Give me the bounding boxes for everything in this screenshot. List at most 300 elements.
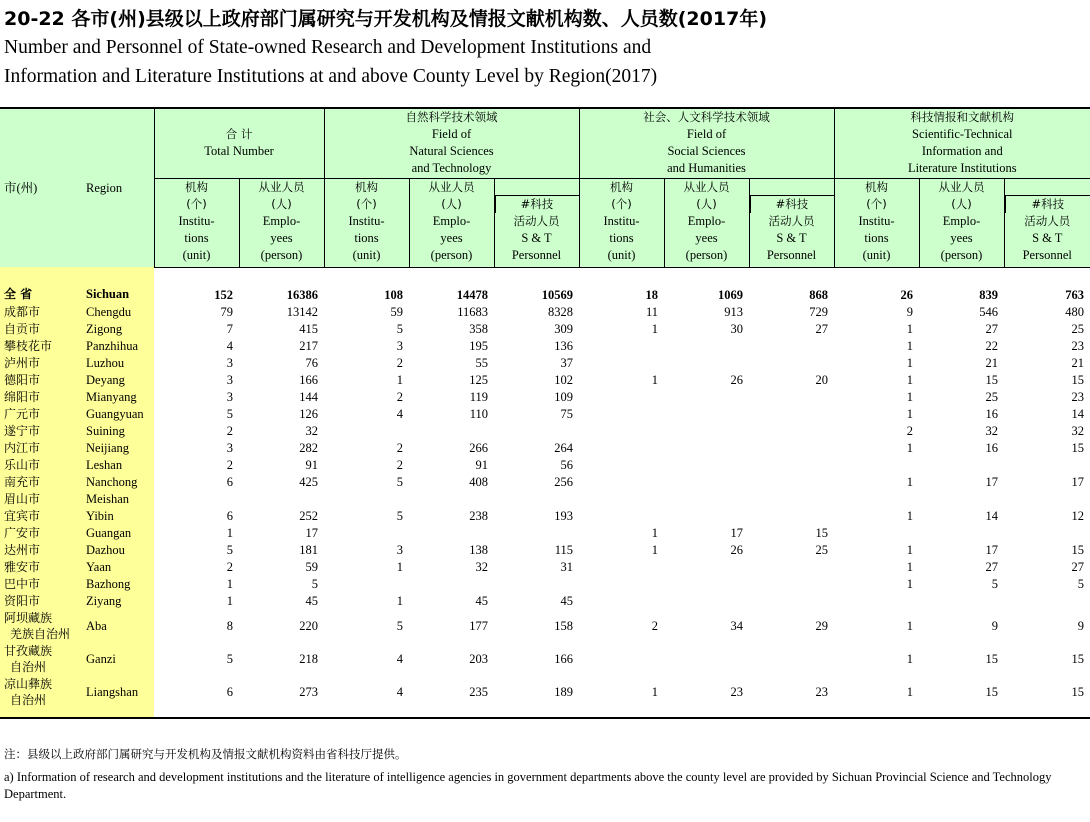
table-body — [0, 267, 1090, 718]
region-name-en: Dazhou — [78, 542, 154, 559]
table-cell — [834, 457, 919, 474]
table-cell: 2 — [396, 457, 403, 472]
table-cell: 4 — [396, 652, 403, 666]
table-cell: 56 — [560, 457, 573, 472]
region-name-en: Panzhihua — [78, 338, 154, 355]
region-name-zh: 阿坝藏族 羌族自治州 — [0, 610, 78, 643]
region-header-en: Region — [78, 108, 154, 267]
region-name-en: Yaan — [78, 559, 154, 576]
table-cell: 189 — [554, 685, 573, 699]
table-cell — [579, 491, 664, 508]
table-cell — [664, 338, 749, 355]
region-name-zh: 甘孜藏族 自治州 — [0, 643, 78, 676]
table-cell — [834, 525, 919, 542]
table-cell — [834, 491, 919, 508]
table-cell: 256 — [554, 474, 573, 489]
col-header-employees: 从业人员 (人) Emplo- yees (person) — [409, 178, 494, 267]
table-cell: 1 — [906, 338, 913, 353]
table-cell — [749, 474, 834, 491]
region-name-zh: 宜宾市 — [0, 508, 78, 525]
table-cell — [579, 457, 664, 474]
footnote-en: a) Information of research and development institutions and the literature of intelligence agencies in government departments above the county level are provided by Sichuan Provincial Science and Technology Department. — [4, 770, 1052, 801]
table-cell: 32 — [305, 423, 318, 438]
table-cell: 91 — [305, 457, 318, 472]
table-cell: 119 — [469, 389, 488, 404]
sub-header-row — [0, 178, 1090, 267]
table-cell: 17 — [1071, 474, 1085, 489]
table-cell — [664, 474, 749, 491]
table-cell: 102 — [554, 372, 573, 387]
table-cell — [919, 593, 1004, 610]
table-row — [0, 372, 1090, 389]
region-name-zh: 攀枝花市 — [0, 338, 78, 355]
table-cell: 23 — [815, 685, 828, 699]
table-cell: 59 — [390, 304, 403, 319]
table-cell: 21 — [1071, 355, 1085, 370]
table-cell: 358 — [469, 321, 488, 336]
table-row — [0, 355, 1090, 372]
table-row — [0, 338, 1090, 355]
table-cell: 152 — [214, 287, 233, 302]
col-header-institutions: 机构 (个) Institu- tions (unit) — [154, 178, 239, 267]
footnote-zh: 注：县级以上政府部门属研究与开发机构及情报文献机构资料由省科技厅提供。 — [4, 747, 407, 761]
table-cell: 273 — [299, 685, 318, 699]
region-name-en: Deyang — [78, 372, 154, 389]
table-cell — [749, 389, 834, 406]
region-name-zh: 凉山彝族 自治州 — [0, 676, 78, 718]
table-cell — [749, 406, 834, 423]
table-cell: 79 — [220, 304, 233, 319]
table-cell: 1 — [906, 652, 913, 666]
table-cell — [494, 525, 579, 542]
table-cell: 18 — [645, 287, 658, 302]
table-cell: 217 — [299, 338, 318, 353]
table-title-en-line1: Number and Personnel of State-owned Research and Development Institutions and — [4, 37, 652, 58]
table-cell — [324, 576, 409, 593]
region-name-zh: 眉山市 — [0, 491, 78, 508]
region-header-zh: 市(州) — [0, 108, 78, 267]
table-cell: 1 — [651, 525, 658, 540]
table-cell: 1 — [906, 406, 913, 421]
table-cell: 1 — [651, 372, 658, 387]
table-cell: 2 — [226, 457, 233, 472]
table-cell: 27 — [985, 321, 998, 336]
region-name-en: Bazhong — [78, 576, 154, 593]
table-cell — [749, 440, 834, 457]
table-cell: 12 — [1071, 508, 1085, 523]
table-cell: 3 — [396, 338, 403, 353]
table-cell — [579, 389, 664, 406]
table-cell: 1 — [906, 474, 913, 489]
table-cell — [579, 338, 664, 355]
table-cell: 17 — [305, 525, 318, 540]
group-header-natural-sciences: 自然科学技术领域 Field of Natural Sciences and Technology — [324, 108, 579, 178]
table-cell: 9 — [991, 619, 998, 633]
region-name-zh: 德阳市 — [0, 372, 78, 389]
table-cell: 109 — [554, 389, 573, 404]
table-cell: 144 — [299, 389, 318, 404]
table-cell: 26 — [900, 287, 913, 302]
table-cell: 15 — [985, 652, 998, 666]
table-cell: 166 — [554, 652, 573, 666]
table-cell — [749, 508, 834, 525]
table-cell: 2 — [906, 423, 913, 438]
table-cell — [324, 491, 409, 508]
table-cell: 23 — [730, 685, 743, 699]
table-row — [0, 491, 1090, 508]
table-row — [0, 474, 1090, 491]
region-name-zh: 泸州市 — [0, 355, 78, 372]
table-cell — [919, 457, 1004, 474]
table-cell: 15 — [1071, 372, 1085, 387]
table-cell — [579, 440, 664, 457]
table-cell — [664, 389, 749, 406]
table-cell: 282 — [299, 440, 318, 455]
region-name-zh: 自贡市 — [0, 321, 78, 338]
table-cell: 158 — [554, 619, 573, 633]
table-cell: 408 — [469, 474, 488, 489]
table-cell: 125 — [469, 372, 488, 387]
table-cell: 45 — [475, 593, 488, 608]
table-cell: 16 — [985, 440, 998, 455]
region-name-zh: 资阳市 — [0, 593, 78, 610]
table-cell — [579, 559, 664, 576]
table-cell: 5 — [396, 321, 403, 336]
table-cell — [664, 440, 749, 457]
region-name-en: Suining — [78, 423, 154, 440]
table-cell — [664, 355, 749, 372]
table-cell — [1004, 491, 1090, 508]
table-cell — [579, 474, 664, 491]
region-name-zh: 遂宁市 — [0, 423, 78, 440]
table-cell: 264 — [554, 440, 573, 455]
table-row — [0, 457, 1090, 474]
table-cell — [749, 643, 834, 676]
table-cell: 1 — [396, 559, 403, 574]
table-cell: 266 — [469, 440, 488, 455]
region-name-en: Neijiang — [78, 440, 154, 457]
region-name-zh: 南充市 — [0, 474, 78, 491]
region-name-zh: 雅安市 — [0, 559, 78, 576]
table-cell: 27 — [985, 559, 998, 574]
table-row — [0, 576, 1090, 593]
table-cell: 166 — [299, 372, 318, 387]
table-cell: 45 — [560, 593, 573, 608]
table-cell: 1 — [906, 508, 913, 523]
table-cell: 1 — [396, 593, 403, 608]
table-cell: 5 — [226, 542, 233, 557]
region-name-zh: 绵阳市 — [0, 389, 78, 406]
region-name-en: Sichuan — [78, 267, 154, 304]
col-header-institutions: 机构 (个) Institu- tions (unit) — [324, 178, 409, 267]
table-row — [0, 525, 1090, 542]
table-cell — [1004, 457, 1090, 474]
col-header-st-personnel: #科技 活动人员 S & T Personnel — [749, 178, 834, 267]
region-name-en: Chengdu — [78, 304, 154, 321]
table-row — [0, 508, 1090, 525]
table-cell — [239, 491, 324, 508]
group-header-information-literature: 科技情报和文献机构 Scientific-Technical Information and Literature Institutions — [834, 108, 1090, 178]
table-cell — [494, 491, 579, 508]
table-cell — [749, 559, 834, 576]
table-cell — [324, 423, 409, 440]
table-cell: 22 — [985, 338, 998, 353]
table-cell — [579, 355, 664, 372]
table-cell: 177 — [469, 619, 488, 633]
table-row — [0, 676, 1090, 718]
table-cell — [664, 576, 749, 593]
col-header-employees: 从业人员 (人) Emplo- yees (person) — [664, 178, 749, 267]
table-cell: 108 — [384, 287, 403, 302]
region-name-en: Guangan — [78, 525, 154, 542]
table-cell: 23 — [1071, 389, 1085, 404]
table-cell: 1 — [226, 576, 233, 591]
region-name-en: Meishan — [78, 491, 154, 508]
table-cell: 15 — [1071, 542, 1085, 557]
region-name-en: Guangyuan — [78, 406, 154, 423]
table-cell — [749, 338, 834, 355]
table-cell: 26 — [730, 372, 743, 387]
table-row — [0, 423, 1090, 440]
table-cell: 16 — [985, 406, 998, 421]
table-cell: 913 — [724, 304, 743, 319]
table-cell: 10569 — [541, 287, 573, 302]
table-cell: 5 — [311, 576, 318, 591]
table-cell — [1004, 525, 1090, 542]
table-cell: 15 — [985, 372, 998, 387]
table-cell — [579, 576, 664, 593]
table-row — [0, 643, 1090, 676]
table-cell: 5 — [396, 619, 403, 633]
table-cell — [664, 593, 749, 610]
table-cell: 839 — [979, 287, 998, 302]
table-cell: 15 — [1071, 652, 1085, 666]
table-cell — [834, 593, 919, 610]
col-header-employees: 从业人员 (人) Emplo- yees (person) — [919, 178, 1004, 267]
table-cell: 45 — [305, 593, 318, 608]
table-cell: 17 — [985, 474, 998, 489]
table-cell: 2 — [396, 389, 403, 404]
table-cell: 1 — [906, 355, 913, 370]
table-cell: 34 — [730, 619, 743, 633]
table-cell: 23 — [1071, 338, 1085, 353]
table-cell — [749, 593, 834, 610]
table-cell — [579, 643, 664, 676]
region-name-en: Mianyang — [78, 389, 154, 406]
table-cell: 14478 — [456, 287, 488, 302]
table-cell — [749, 491, 834, 508]
region-name-zh: 内江市 — [0, 440, 78, 457]
region-name-zh: 成都市 — [0, 304, 78, 321]
table-cell: 546 — [979, 304, 998, 319]
table-cell — [749, 423, 834, 440]
table-cell — [664, 508, 749, 525]
table-cell: 30 — [730, 321, 743, 336]
table-cell: 425 — [299, 474, 318, 489]
table-cell: 6 — [226, 508, 233, 523]
table-cell: 27 — [815, 321, 828, 336]
table-cell: 21 — [985, 355, 998, 370]
table-cell — [494, 423, 579, 440]
table-cell — [919, 491, 1004, 508]
table-row — [0, 542, 1090, 559]
table-cell: 195 — [469, 338, 488, 353]
table-cell: 55 — [475, 355, 488, 370]
table-cell — [749, 457, 834, 474]
table-cell: 13142 — [286, 304, 318, 319]
table-cell: 8 — [226, 619, 233, 633]
table-cell — [409, 576, 494, 593]
table-cell: 1 — [906, 542, 913, 557]
table-cell: 480 — [1065, 304, 1085, 319]
table-cell: 76 — [305, 355, 318, 370]
table-cell — [664, 559, 749, 576]
table-row — [0, 389, 1090, 406]
table-cell: 309 — [554, 321, 573, 336]
table-cell — [579, 406, 664, 423]
table-row — [0, 440, 1090, 457]
table-cell: 220 — [299, 619, 318, 633]
region-name-en: Liangshan — [78, 676, 154, 718]
table-cell: 193 — [554, 508, 573, 523]
region-name-en: Luzhou — [78, 355, 154, 372]
region-name-zh: 全 省 — [0, 267, 78, 304]
table-cell: 868 — [809, 287, 828, 302]
region-name-en: Leshan — [78, 457, 154, 474]
table-cell: 5 — [226, 652, 233, 666]
table-cell — [494, 576, 579, 593]
table-cell: 32 — [1071, 423, 1085, 438]
table-cell: 32 — [985, 423, 998, 438]
table-cell: 14 — [985, 508, 998, 523]
table-cell: 5 — [396, 474, 403, 489]
table-cell: 11683 — [457, 304, 488, 319]
table-cell — [409, 491, 494, 508]
table-cell: 16386 — [286, 287, 318, 302]
table-cell: 1 — [226, 593, 233, 608]
table-cell — [1004, 593, 1090, 610]
group-header-total: 合 计 Total Number — [154, 108, 324, 178]
table-cell: 1 — [651, 321, 658, 336]
table-cell: 1 — [906, 389, 913, 404]
table-cell: 2 — [396, 355, 403, 370]
region-name-en: Nanchong — [78, 474, 154, 491]
table-cell: 5 — [396, 508, 403, 523]
table-row — [0, 610, 1090, 643]
region-name-zh: 广元市 — [0, 406, 78, 423]
table-cell: 1 — [906, 559, 913, 574]
table-header — [0, 108, 1090, 267]
table-cell: 1 — [906, 321, 913, 336]
table-cell: 126 — [299, 406, 318, 421]
region-name-en: Ganzi — [78, 643, 154, 676]
table-cell — [409, 423, 494, 440]
region-name-zh: 广安市 — [0, 525, 78, 542]
table-cell: 25 — [815, 542, 828, 557]
table-cell: 6 — [226, 685, 233, 699]
region-name-en: Aba — [78, 610, 154, 643]
table-cell: 9 — [906, 304, 913, 319]
col-header-institutions: 机构 (个) Institu- tions (unit) — [579, 178, 664, 267]
statistics-table — [0, 107, 1090, 719]
table-cell: 1 — [651, 542, 658, 557]
table-cell: 29 — [815, 619, 828, 633]
region-name-en: Yibin — [78, 508, 154, 525]
table-cell: 37 — [560, 355, 573, 370]
table-cell: 15 — [1071, 440, 1085, 455]
group-header-social-sciences: 社会、人文科学技术领域 Field of Social Sciences and Humanities — [579, 108, 834, 178]
table-cell: 1 — [226, 525, 233, 540]
table-cell: 3 — [226, 389, 233, 404]
table-cell — [664, 643, 749, 676]
table-cell: 2 — [396, 440, 403, 455]
table-cell — [409, 525, 494, 542]
table-cell: 415 — [299, 321, 318, 336]
table-cell: 6 — [226, 474, 233, 489]
table-row — [0, 593, 1090, 610]
table-row — [0, 559, 1090, 576]
table-cell: 763 — [1065, 287, 1085, 302]
table-cell: 14 — [1071, 406, 1085, 421]
col-header-st-personnel: #科技 活动人员 S & T Personnel — [494, 178, 579, 267]
table-row — [0, 406, 1090, 423]
region-name-en: Zigong — [78, 321, 154, 338]
table-cell: 110 — [469, 406, 488, 421]
table-cell: 2 — [226, 559, 233, 574]
table-cell: 7 — [226, 321, 233, 336]
table-row — [0, 304, 1090, 321]
table-cell: 1 — [906, 576, 913, 591]
table-cell: 20 — [815, 372, 828, 387]
table-cell — [579, 508, 664, 525]
region-name-zh: 巴中市 — [0, 576, 78, 593]
table-cell: 2 — [651, 619, 658, 633]
table-cell: 729 — [809, 304, 828, 319]
table-title-zh: 20-22 各市(州)县级以上政府部门属研究与开发机构及情报文献机构数、人员数(2017年) — [4, 8, 767, 30]
table-row — [0, 267, 1090, 304]
table-cell: 27 — [1071, 559, 1085, 574]
table-cell: 25 — [985, 389, 998, 404]
table-cell — [579, 593, 664, 610]
table-cell: 1 — [396, 372, 403, 387]
table-cell: 8328 — [548, 304, 573, 319]
table-cell: 3 — [226, 372, 233, 387]
table-cell — [919, 525, 1004, 542]
table-cell: 2 — [226, 423, 233, 438]
col-header-institutions: 机构 (个) Institu- tions (unit) — [834, 178, 919, 267]
table-cell: 15 — [1071, 685, 1085, 699]
table-cell: 15 — [985, 685, 998, 699]
table-cell: 25 — [1071, 321, 1085, 336]
table-cell: 235 — [469, 685, 488, 699]
table-cell: 136 — [554, 338, 573, 353]
table-cell: 26 — [730, 542, 743, 557]
table-cell: 3 — [396, 542, 403, 557]
table-cell: 1069 — [718, 287, 743, 302]
table-cell: 1 — [651, 685, 658, 699]
table-cell: 115 — [554, 542, 573, 557]
table-cell: 3 — [226, 355, 233, 370]
table-cell: 59 — [305, 559, 318, 574]
region-name-zh: 乐山市 — [0, 457, 78, 474]
table-cell: 91 — [475, 457, 488, 472]
table-cell: 138 — [469, 542, 488, 557]
table-cell: 9 — [1077, 619, 1085, 633]
table-cell — [664, 491, 749, 508]
col-header-st-personnel: #科技 活动人员 S & T Personnel — [1004, 178, 1090, 267]
table-cell — [749, 355, 834, 372]
table-cell: 252 — [299, 508, 318, 523]
